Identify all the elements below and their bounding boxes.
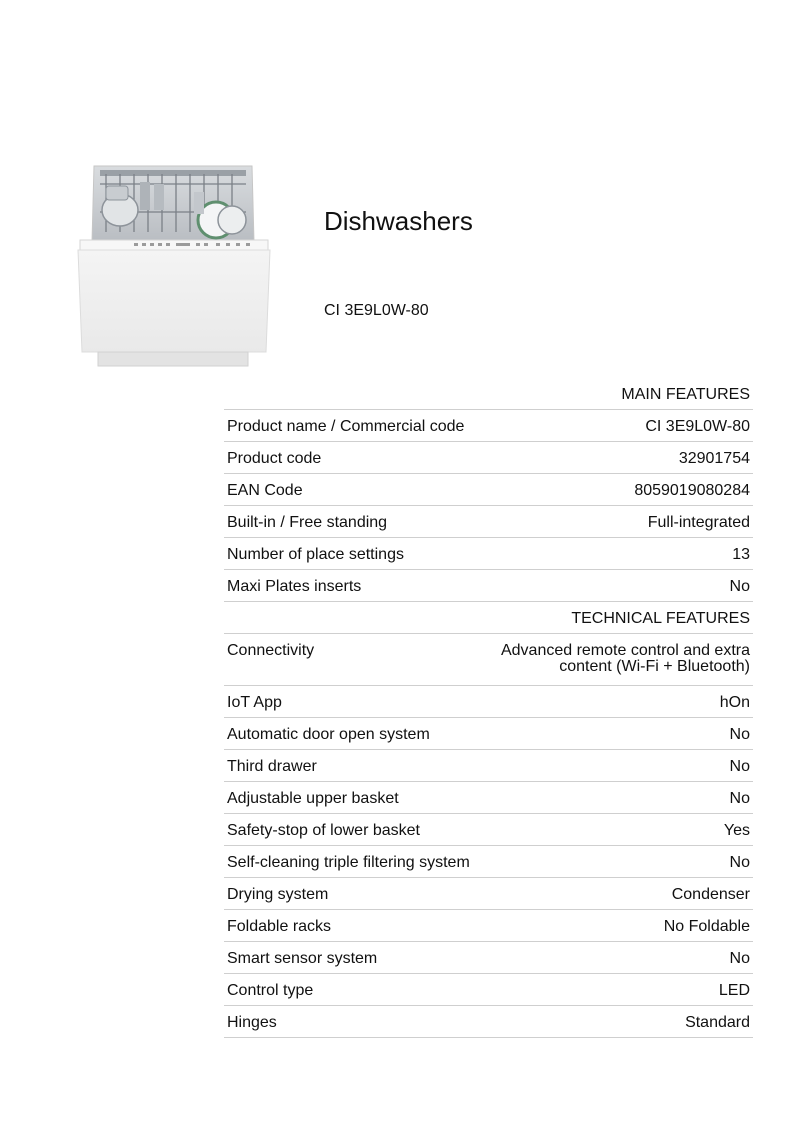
spec-value: No	[477, 846, 753, 878]
spec-label: Third drawer	[224, 750, 477, 782]
model-code: CI 3E9L0W-80	[324, 302, 429, 319]
spec-label: Control type	[224, 974, 477, 1006]
spec-row	[224, 846, 753, 878]
dishwasher-image	[76, 162, 272, 368]
spec-label: Safety-stop of lower basket	[224, 814, 477, 846]
spec-table	[224, 378, 753, 1038]
spec-table-body	[224, 378, 753, 1038]
page-title: Dishwashers	[324, 206, 473, 236]
spec-row	[224, 442, 753, 474]
spec-label: Automatic door open system	[224, 718, 477, 750]
spec-value: Advanced remote control and extra content (Wi-Fi + Bluetooth)	[477, 634, 753, 686]
spec-label: Drying system	[224, 878, 477, 910]
spec-value: No	[477, 570, 753, 602]
spec-value: LED	[477, 974, 753, 1006]
spec-row	[224, 506, 753, 538]
spec-value: No	[477, 718, 753, 750]
spec-label: Hinges	[224, 1006, 477, 1038]
spec-value: CI 3E9L0W-80	[477, 410, 753, 442]
spec-label: Connectivity	[224, 634, 477, 686]
spec-value: Condenser	[477, 878, 753, 910]
spec-row	[224, 814, 753, 846]
section-title: MAIN FEATURES	[224, 378, 753, 410]
spec-value: No Foldable	[477, 910, 753, 942]
spec-row	[224, 474, 753, 506]
spec-label: Product name / Commercial code	[224, 410, 477, 442]
spec-value: 32901754	[477, 442, 753, 474]
spec-label: Self-cleaning triple filtering system	[224, 846, 477, 878]
spec-row	[224, 782, 753, 814]
spec-label: IoT App	[224, 686, 477, 718]
spec-label: EAN Code	[224, 474, 477, 506]
spec-value: 13	[477, 538, 753, 570]
spec-row	[224, 570, 753, 602]
spec-value: hOn	[477, 686, 753, 718]
spec-row	[224, 538, 753, 570]
spec-row	[224, 410, 753, 442]
spec-row	[224, 878, 753, 910]
spec-value: No	[477, 942, 753, 974]
spec-value: Standard	[477, 1006, 753, 1038]
spec-value: No	[477, 782, 753, 814]
spec-value: No	[477, 750, 753, 782]
spec-label: Smart sensor system	[224, 942, 477, 974]
section-header-row	[224, 602, 753, 634]
spec-row	[224, 974, 753, 1006]
section-header-row	[224, 378, 753, 410]
spec-value: Yes	[477, 814, 753, 846]
spec-label: Foldable racks	[224, 910, 477, 942]
spec-row	[224, 750, 753, 782]
spec-row	[224, 634, 753, 686]
spec-label: Maxi Plates inserts	[224, 570, 477, 602]
spec-row	[224, 718, 753, 750]
spec-value: Full-integrated	[477, 506, 753, 538]
spec-label: Number of place settings	[224, 538, 477, 570]
spec-row	[224, 942, 753, 974]
spec-row	[224, 1006, 753, 1038]
spec-label: Adjustable upper basket	[224, 782, 477, 814]
spec-value: 8059019080284	[477, 474, 753, 506]
section-title: TECHNICAL FEATURES	[224, 602, 753, 634]
spec-row	[224, 686, 753, 718]
spec-label: Built-in / Free standing	[224, 506, 477, 538]
spec-row	[224, 910, 753, 942]
spec-label: Product code	[224, 442, 477, 474]
